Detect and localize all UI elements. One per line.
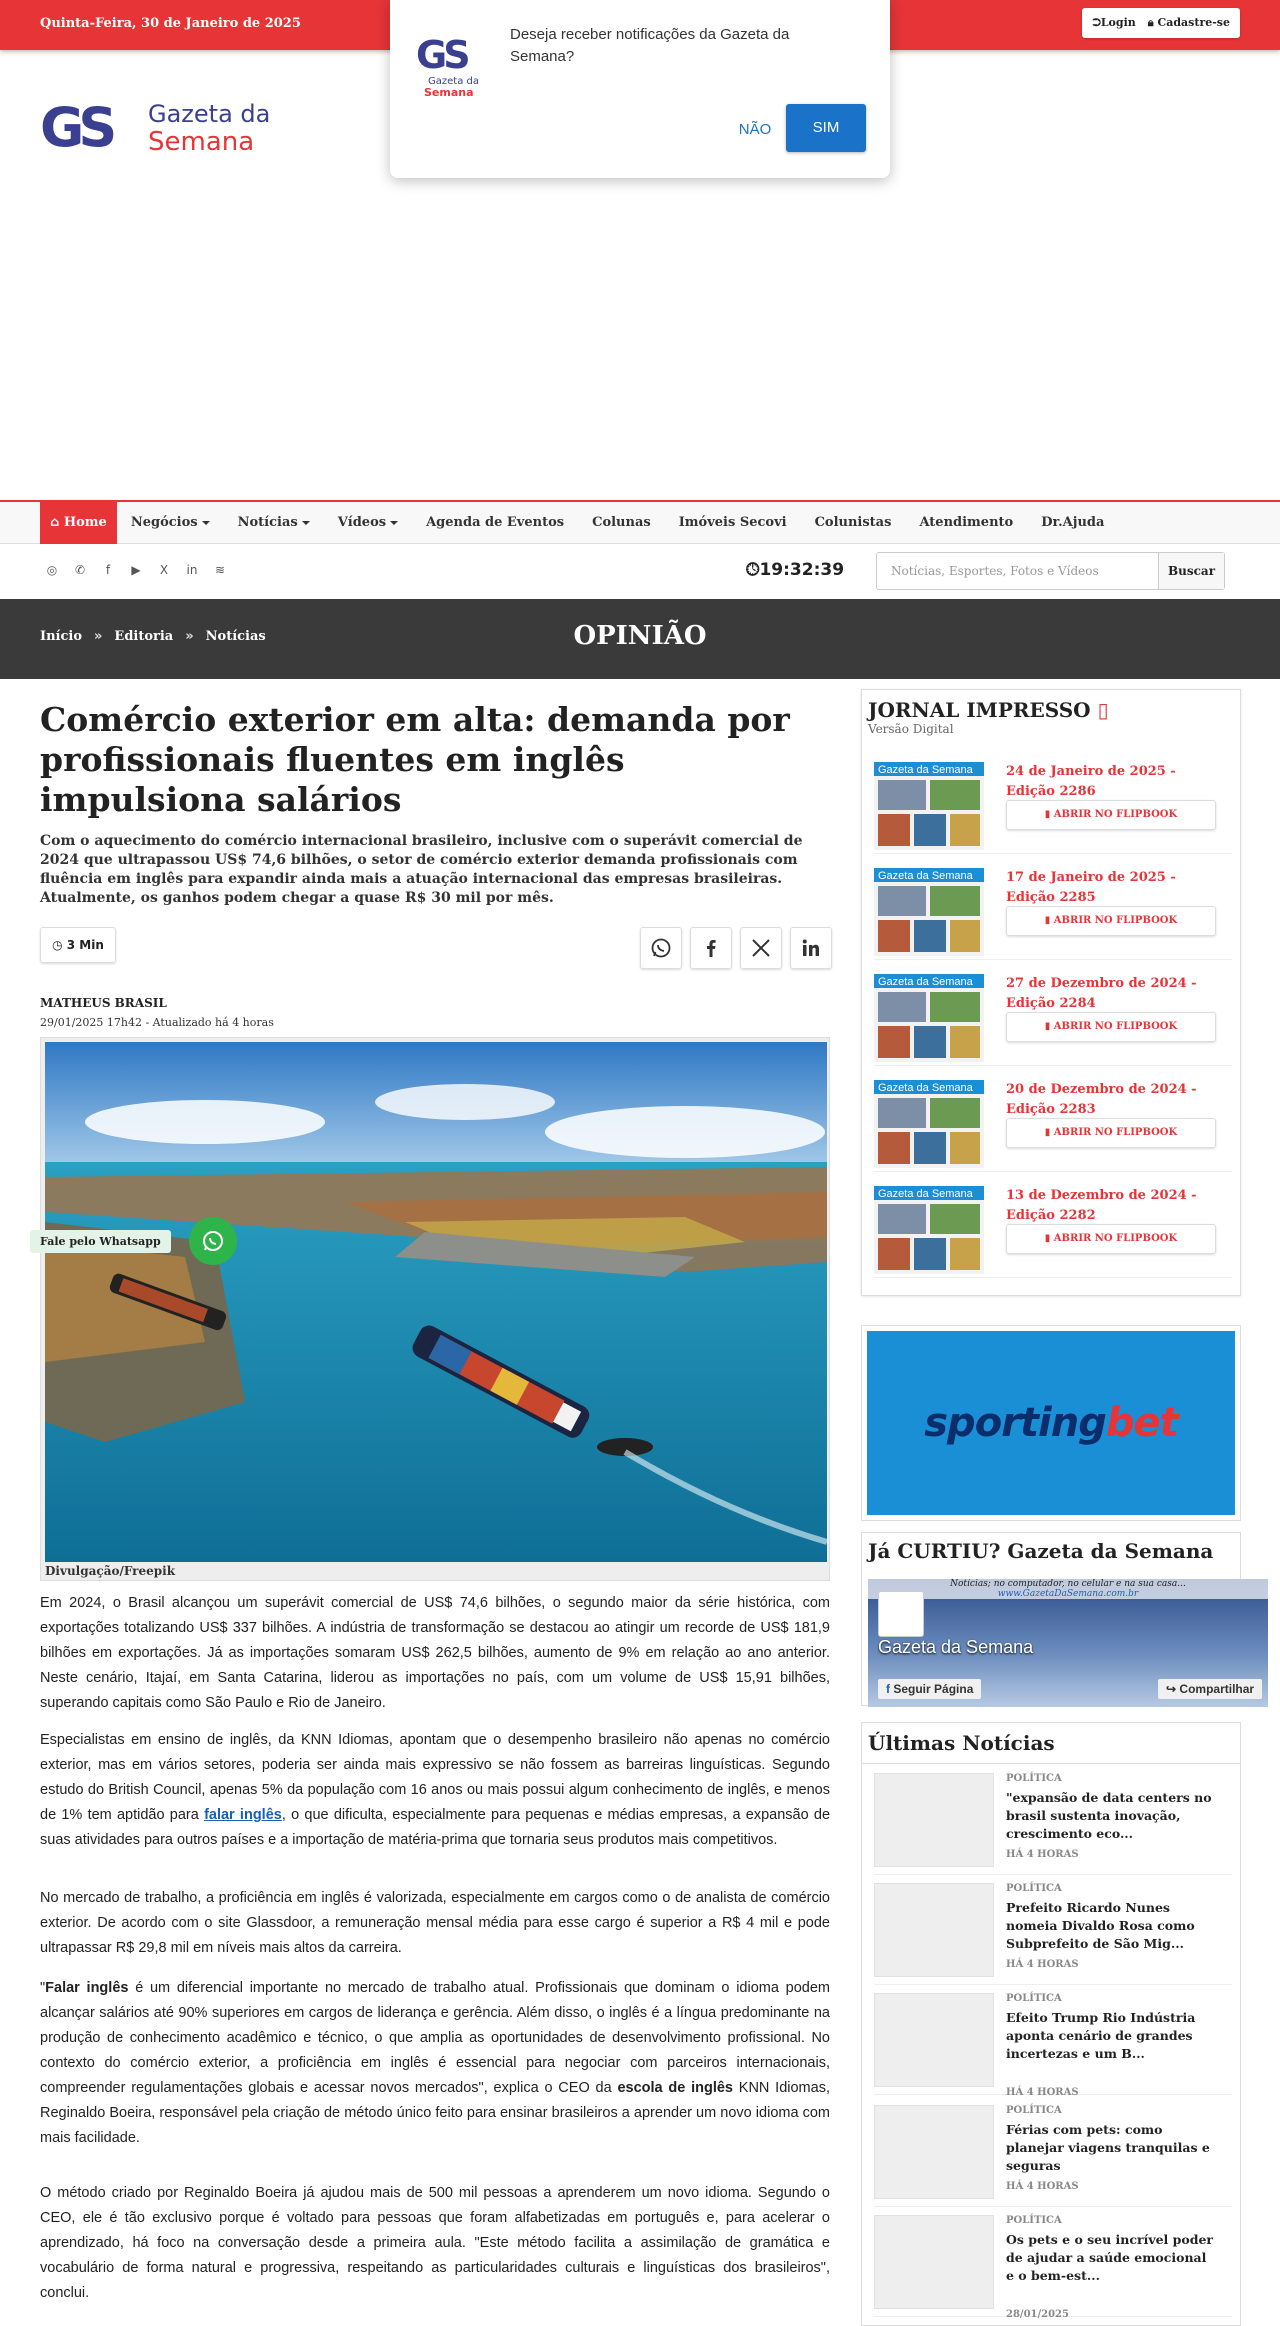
facebook-follow-button[interactable]: f Seguir Página: [878, 1679, 981, 1699]
ad-banner: [867, 1331, 1235, 1515]
edition-cover-thumb: [874, 1080, 984, 1168]
breadcrumb: [40, 629, 266, 644]
share-buttons: [640, 927, 832, 969]
edition-title[interactable]: 13 de Dezembro de 2024 - Edição 2282: [1006, 1188, 1197, 1223]
ad-brand: sportingbet: [924, 1400, 1178, 1446]
article-paragraph-5: O método criado por Reginaldo Boeira já ajudou mais de 500 mil pessoas a aprenderem um novo idioma. Segundo o CEO, ele é tão exclusivo porque é voltado para pessoas que foram alfabetizadas em português e, para acelerar o aprendizado, há foco na conversação desde a primeira aula. "Este método facilita a assimilação de gramática e vocabulário de forma natural e progressiva, respeitando as particularidades culturais e linguísticas dos brasileiros", conclui.: [40, 2185, 830, 2301]
share-facebook-button[interactable]: [690, 927, 732, 969]
news-category: POLÍTICA: [1006, 1993, 1062, 2004]
pdf-icon: ▮: [1044, 1021, 1051, 1032]
edition-cover-thumb: [874, 762, 984, 850]
latest-news-item[interactable]: [874, 1767, 1232, 1875]
latest-news-item[interactable]: [874, 1877, 1232, 1985]
nav-items: [40, 502, 1118, 544]
article-paragraph-2: Especialistas em ensino de inglês, da KNN Idiomas, apontam que o desempenho brasileiro não apenas no comércio exterior, mas em vários setores, poderia ser ainda mais expressivo se não fossem as barreiras linguísticas. Segundo estudo do British Council, apenas 5% da população com 16 anos ou mais possui algum conhecimento de inglês, e menos de 1% tem aptidão para falar inglês, o que dificulta, especialmente para pequenas e médias empresas, a expansão de suas atividades para outros países e a importação de matéria-prima que tornaria seus produtos mais competitivos.: [40, 1732, 831, 1848]
facebook-title: Já CURTIU? Gazeta da Semana: [868, 1539, 1214, 1563]
instagram-icon[interactable]: ◎: [46, 563, 58, 577]
login-button[interactable]: ⮊Login: [1092, 16, 1136, 29]
latest-news-item[interactable]: [874, 2209, 1232, 2320]
facebook-page-avatar: [878, 1591, 924, 1637]
news-thumbnail: [874, 1773, 994, 1867]
breadcrumb-editoria[interactable]: Editoria: [114, 629, 174, 644]
search-input[interactable]: Notícias, Esportes, Fotos e Vídeos: [891, 564, 1099, 578]
news-category: POLÍTICA: [1006, 2105, 1062, 2116]
edition-cover-masthead: Gazeta da Semana: [878, 976, 973, 988]
chevron-right-icon: »: [94, 629, 103, 644]
whatsapp-icon[interactable]: ✆: [74, 563, 86, 577]
utility-bar: [0, 545, 1280, 598]
facebook-page-name: Gazeta da Semana: [878, 1637, 1034, 1657]
whatsapp-icon: [650, 937, 672, 959]
nav-videos[interactable]: Vídeos: [324, 502, 412, 544]
latest-news-item[interactable]: [874, 2099, 1232, 2207]
edition-cover-masthead: Gazeta da Semana: [878, 1082, 973, 1094]
article-paragraph-4: "Falar inglês é um diferencial importante no mercado de trabalho atual. Profissionais que dominam o idioma podem alcançar salários até 90% superiores em cargos de liderança e gerência. Além disso, o inglês é a língua predominante na produção de conhecimento acadêmico e técnico, o que amplia as oportunidades de desenvolvimento profissional. No contexto do comércio exterior, a proficiência em inglês é essencial para negociar com parceiros internacionais, compreender regulamentações globais e acessar novos mercados", explica o CEO da escola de inglês KNN Idiomas, Reginaldo Boeira, responsável pela criação de método único feito para ensinar brasileiros a aprender um novo idioma com mais facilidade.: [40, 1980, 830, 2146]
open-flipbook-button[interactable]: ▮ ABRIR NO FLIPBOOK: [1006, 1118, 1216, 1148]
notification-message: Deseja receber notificações da Gazeta da Semana?: [510, 26, 790, 65]
facebook-share-button[interactable]: ↪ Compartilhar: [1158, 1679, 1262, 1699]
linkedin-icon[interactable]: in: [186, 563, 198, 577]
nav-noticias[interactable]: Notícias: [224, 502, 324, 544]
news-thumbnail: [874, 1993, 994, 2087]
pdf-icon: ▮: [1044, 1233, 1051, 1244]
clock-icon: ◷: [52, 938, 63, 952]
news-time: 28/01/2025: [1006, 2309, 1069, 2320]
news-category: POLÍTICA: [1006, 2215, 1062, 2226]
edition-item[interactable]: [874, 756, 1232, 854]
facebook-widget: [861, 1532, 1255, 1706]
nav-agenda[interactable]: Agenda de Eventos: [426, 515, 565, 530]
caret-down-icon: [302, 521, 310, 525]
news-thumbnail: [874, 2215, 994, 2309]
logo-line2: Semana: [148, 127, 255, 156]
breadcrumb-noticias[interactable]: Notícias: [205, 629, 266, 644]
latest-news-box: [861, 1722, 1241, 2326]
share-x-button[interactable]: [740, 927, 782, 969]
news-time: HÁ 4 HORAS: [1006, 2181, 1079, 2192]
news-title[interactable]: Prefeito Ricardo Nunes nomeia Divaldo Rosa como Subprefeito de São Mig...: [1006, 1900, 1195, 1951]
site-logo[interactable]: [40, 96, 300, 156]
caret-down-icon: [390, 521, 398, 525]
share-whatsapp-button[interactable]: [640, 927, 682, 969]
read-time-badge: ◷ 3 Min: [40, 927, 116, 963]
edition-title[interactable]: 17 de Janeiro de 2025 - Edição 2285: [1006, 870, 1176, 905]
latest-news-title: Últimas Notícias: [862, 1723, 1240, 1764]
news-category: POLÍTICA: [1006, 1773, 1062, 1784]
port-aerial-image: [45, 1042, 827, 1562]
social-links: [44, 562, 228, 578]
news-category: POLÍTICA: [1006, 1883, 1062, 1894]
open-flipbook-button[interactable]: ▮ ABRIR NO FLIPBOOK: [1006, 1224, 1216, 1254]
edition-item[interactable]: [874, 1074, 1232, 1172]
jornal-subtitle: Versão Digital: [868, 722, 954, 736]
news-title[interactable]: "expansão de data centers no brasil sustenta inovação, crescimento eco...: [1006, 1790, 1212, 1841]
current-date: Quinta-Feira, 30 de Janeiro de 2025: [40, 16, 301, 31]
news-time: HÁ 4 HORAS: [1006, 2087, 1079, 2098]
news-time: HÁ 4 HORAS: [1006, 1959, 1079, 1970]
whatsapp-floating[interactable]: [30, 1217, 237, 1265]
news-time: HÁ 4 HORAS: [1006, 1849, 1079, 1860]
mobile-icon: ▯: [1097, 698, 1109, 722]
photo-credit: Divulgação/Freepik: [45, 1564, 176, 1578]
logo-graphic: [40, 96, 300, 156]
article-subtitle: Com o aquecimento do comércio internacional brasileiro, inclusive com o superávit comercial de 2024 que ultrapassou US$ 74,6 bilhões, o setor de comércio exterior demanda profissionais com fluência em inglês para expandir ainda mais a atuação internacional das empresas brasileiras. Atualmente, os ganhos podem chegar a quase R$ 30 mil por mês.: [40, 833, 803, 906]
youtube-icon[interactable]: ▶: [131, 563, 141, 577]
pdf-icon: ▮: [1044, 809, 1051, 820]
nav-colunistas[interactable]: Colunistas: [814, 515, 892, 530]
share-linkedin-button[interactable]: [790, 927, 832, 969]
clock-icon: 🕓︎: [746, 560, 760, 580]
lock-icon: 🔒︎: [1147, 16, 1154, 29]
signup-button[interactable]: 🔒︎ Cadastre-se: [1147, 16, 1230, 29]
article-paragraph-1: Em 2024, o Brasil alcançou um superávit comercial de US$ 74,6 bilhões, o segundo maior da série histórica, com exportações totalizando US$ 337 bilhões. A indústria de transformação se destacou ao atingir um recorde de US$ 181,9 bilhões em exportações. Já as importações somaram US$ 262,5 bilhões, aumento de 9% em relação ao ano anterior. Neste cenário, Itajaí, em Santa Catarina, liderou as importações no país, com um volume de US$ 15,91 bilhões, superando capitais como São Paulo e Rio de Janeiro.: [40, 1595, 830, 1711]
open-flipbook-button[interactable]: ▮ ABRIR NO FLIPBOOK: [1006, 800, 1216, 830]
facebook-page-card[interactable]: [868, 1579, 1268, 1707]
whatsapp-icon: [201, 1229, 225, 1253]
news-thumbnail: [874, 2105, 994, 2199]
home-icon: ⌂: [50, 515, 60, 530]
edition-title[interactable]: 27 de Dezembro de 2024 - Edição 2284: [1006, 976, 1197, 1011]
open-flipbook-button[interactable]: ▮ ABRIR NO FLIPBOOK: [1006, 1012, 1216, 1042]
login-icon: ⮊: [1092, 16, 1101, 29]
logo-mark: GS: [40, 96, 112, 156]
edition-cover-masthead: Gazeta da Semana: [878, 1188, 973, 1200]
notification-prompt: [390, 0, 890, 178]
caret-down-icon: [202, 521, 210, 525]
section-banner: [0, 599, 1280, 679]
whatsapp-label: Fale pelo Whatsapp: [30, 1230, 171, 1253]
edition-title[interactable]: 20 de Dezembro de 2024 - Edição 2283: [1006, 1082, 1197, 1117]
nav-imoveis[interactable]: Imóveis Secovi: [678, 515, 787, 530]
chevron-right-icon: »: [185, 629, 194, 644]
whatsapp-button[interactable]: [189, 1217, 237, 1265]
x-icon: [750, 937, 772, 959]
section-title: OPINIÃO: [573, 621, 707, 651]
news-title[interactable]: Férias com pets: como planejar viagens tranquilas e seguras: [1006, 2122, 1210, 2173]
facebook-icon: [700, 937, 722, 959]
nav-home[interactable]: ⌂ Home: [40, 502, 117, 544]
article-paragraph-3: No mercado de trabalho, a proficiência em inglês é valorizada, especialmente em cargos como o de analista de comércio exterior. De acordo com o site Glassdoor, a remuneração mensal média para esse cargo é superior a R$ 4 mil e pode ultrapassar R$ 29,8 mil em níveis mais altos da carreira.: [40, 1890, 830, 1956]
search-button[interactable]: Buscar: [1158, 553, 1224, 589]
notif-logo-mark: GS: [416, 33, 467, 77]
nav-colunas[interactable]: Colunas: [592, 515, 651, 530]
edition-cover-thumb: [874, 868, 984, 956]
clock: 🕓︎19:32:39: [746, 560, 845, 580]
share-icon: ↪: [1166, 1682, 1177, 1696]
jornal-impresso-box: [861, 689, 1241, 1296]
pdf-icon: ▮: [1044, 915, 1051, 926]
main-nav: [0, 500, 1280, 544]
article-author[interactable]: MATHEUS BRASIL: [40, 996, 167, 1010]
notification-decline-button[interactable]: NÃO: [738, 121, 772, 138]
facebook-icon: f: [886, 1682, 890, 1696]
notif-logo-sub1: Gazeta da: [428, 76, 479, 87]
rss-icon[interactable]: ≋: [214, 563, 226, 577]
latest-news-item[interactable]: [874, 1987, 1232, 2098]
article-dateline: 29/01/2025 17h42 - Atualizado há 4 horas: [40, 1016, 274, 1029]
nav-atendimento[interactable]: Atendimento: [919, 515, 1014, 530]
edition-cover-masthead: Gazeta da Semana: [878, 870, 973, 882]
breadcrumb-inicio[interactable]: Início: [40, 629, 82, 644]
open-flipbook-button[interactable]: ▮ ABRIR NO FLIPBOOK: [1006, 906, 1216, 936]
edition-item[interactable]: [874, 1180, 1232, 1278]
jornal-title: JORNAL IMPRESSO ▯: [868, 698, 1109, 722]
nav-drajuda[interactable]: Dr.Ajuda: [1041, 515, 1105, 530]
x-icon[interactable]: X: [159, 563, 169, 577]
news-thumbnail: [874, 1883, 994, 1977]
article-photo: [40, 1037, 830, 1581]
pdf-icon: ▮: [1044, 1127, 1051, 1138]
edition-item[interactable]: [874, 862, 1232, 960]
facebook-caption: Notícias; no computador, no celular e na sua casa... www.GazetaDaSemana.com.br: [868, 1579, 1268, 1599]
sportingbet-ad[interactable]: [861, 1325, 1241, 1521]
news-title[interactable]: Os pets e o seu incrível poder de ajudar a saúde emocional e o bem-est...: [1006, 2232, 1214, 2283]
edition-cover-masthead: Gazeta da Semana: [878, 764, 973, 776]
edition-title[interactable]: 24 de Janeiro de 2025 - Edição 2286: [1006, 764, 1176, 799]
notif-logo-sub2: Semana: [424, 86, 474, 98]
edition-item[interactable]: [874, 968, 1232, 1066]
falar-ingles-link[interactable]: falar inglês: [204, 1807, 282, 1823]
nav-negocios[interactable]: Negócios: [117, 502, 224, 544]
article-title: Comércio exterior em alta: demanda por profissionais fluentes em inglês impulsiona salários: [40, 700, 790, 819]
notification-accept-button[interactable]: SIM: [786, 104, 866, 152]
facebook-icon[interactable]: f: [105, 563, 111, 577]
search-form: [876, 552, 1225, 590]
logo-line1: Gazeta da: [148, 100, 271, 128]
auth-buttons: [1082, 8, 1240, 38]
edition-cover-thumb: [874, 974, 984, 1062]
news-title[interactable]: Efeito Trump Rio Indústria aponta cenário de grandes incertezas e um B...: [1006, 2010, 1196, 2061]
notification-logo: [414, 28, 494, 98]
linkedin-icon: [800, 937, 822, 959]
edition-cover-thumb: [874, 1186, 984, 1274]
